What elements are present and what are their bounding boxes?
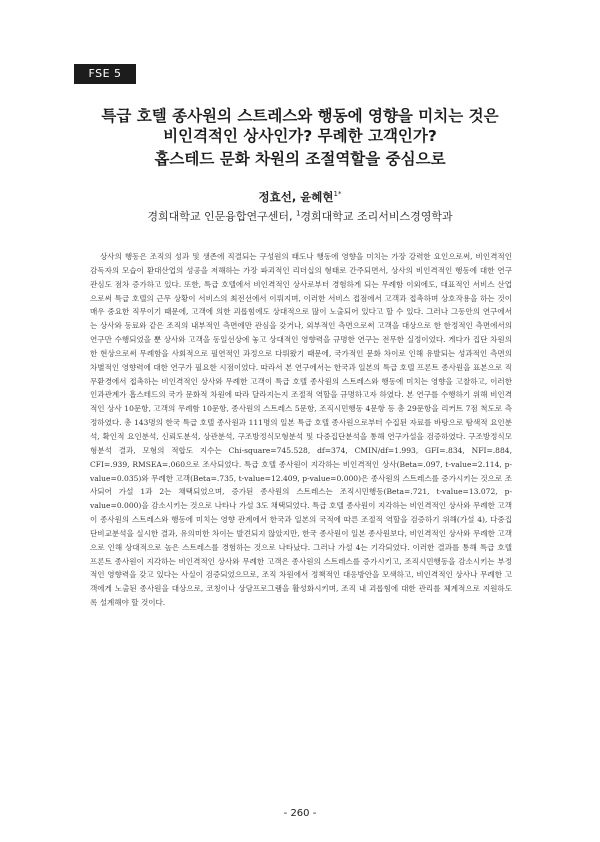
title-line-1: 특급 호텔 종사원의 스트레스와 행동에 영향을 미치는 것은 <box>101 107 499 125</box>
authors <box>60 189 540 205</box>
affiliation-primary: 경희대학교 인문융합연구센터, <box>147 210 296 223</box>
corresponding-mark: 1* <box>333 190 342 199</box>
author-names: 정효선, 윤혜현 <box>258 190 334 204</box>
abstract-body: 상사의 행동은 조직의 성과 및 생존에 직결되는 구성원의 태도나 행동에 영향을 미치는 가장 강력한 요인으로써, 비인격적인 감독자의 모습이 환대산업의 성공을 저해하는 가장 파괴적인 리더십의 형태로 간주되면서, 상사의 비인격적인 행동에 대한 연구 관심도 점차 증가하고 있다. 또한, 특급 호텔에서 비인격적인 상사로부터 경험하게 되는 무례함 이외에도, 대표적인 서비스 산업으로써 특급 호텔의 근무 상황이 서비스의 최전선에서 이뤄지며, 이러한 서비스 접점에서 고객과 접촉하며 상호작용을 하는 것이 매우 중요한 직무이기 때문에, 고객에 의한 괴롭힘에도 상대적으로 많이 노출되어 있다고 할 수 있다. 그러나 그동안의 연구에서는 상사와 동료와 같은 조직의 내부적인 측면에만 관심을 갖거나, 외부적인 측면으로써 고객을 대상으로 한 한정적인 측면에서의 연구만 수행되었을 뿐 상사와 고객을 동일선상에 놓고 상대적인 영향력을 규명한 연구는 전무한 실정이었다. 게다가 집단 차원의 한 현상으로써 무례함을 사회적으로 필연적인 과정으로 다뤄왔기 때문에, 국가적인 문화 차이로 인해 유발되는 성과적인 측면의 차별적인 영향력에 대한 연구가 필요한 시점이었다. 따라서 본 연구에서는 한국과 일본의 특급 호텔 프론트 종사원을 표본으로 직무환경에서 접촉하는 비인격적인 상사와 무례한 고객이 특급 호텔 종사원의 스트레스와 행동에 미치는 영향을 고찰하고, 이러한 인과관계가 홉스테드의 국가 문화적 차원에 따라 달라지는지 조절적 역할을 규명하고자 하였다. 본 연구를 수행하기 위해 비인격적인 상사 10문항, 고객의 무례함 10문항, 종사원의 스트레스 5문항, 조직시민행동 4문항 등 총 29문항을 리커트 7점 척도로 측정하였다. 총 143명의 한국 특급 호텔 종사원과 111명의 일본 특급 호텔 종사원으로부터 수집된 자료를 바탕으로 탐색적 요인분석, 확인적 요인분석, 신뢰도분석, 상관분석, 구조방정식모형분석 및 다중집단분석을 통해 연구가설을 검증하였다. 구조방정식모형분석 결과, 모형의 적합도 지수는 Chi-square=745.528, df=374, CMIN/df=1.993, GFI=.834, NFI=.884, CFI=.939, RMSEA=.060으로 조사되었다. 특급 호텔 종사원이 지각하는 비인격적인 상사(Beta=.097, t-value=2.114, p-value=0.035)와 무례한 고객(Beta=.735, t-value=12.409, p-value=0.000)은 종사원의 스트레스를 증가시키는 것으로 조사되어 가설 1과 2는 채택되었으며, 증가된 종사원의 스트레스는 조직시민행동(Beta=.721, t-value=13.072, p-value=0.000)을 감소시키는 것으로 나타나 가설 3도 채택되었다. 특급 호텔 종사원이 지각하는 비인격적인 상사와 무례한 고객이 종사원의 스트레스와 행동에 미치는 영향 관계에서 한국과 일본의 국적에 따른 조절적 역할을 검증하기 위해(가설 4), 다중집단비교분석을 실시한 결과, 유의미한 차이는 발견되지 않았지만, 한국 종사원이 일본 종사원보다, 비인격적인 상사와 무례한 고객으로 인해 상대적으로 높은 스트레스를 경험하는 것으로 나타났다. 그러나 가설 4는 기각되었다. 이러한 결과를 통해 특급 호텔 프론트 종사원이 지각하는 비인격적인 상사와 무례한 고객은 종사원의 스트레스를 증가시키고, 조직시민행동을 감소시키는 부정적인 영향력을 갖고 있다는 사실이 검증되었으므로, 조직 차원에서 정책적인 대응방안을 모색하고, 비인격적인 상사나 무례한 고객에게 노출된 종사원을 대상으로, 코칭이나 상담프로그램을 활성화시키며, 조직 내 괴롭힘에 대한 관리를 체계적으로 지원하도록 설계해야 할 것이다. <box>90 252 512 608</box>
title-line-3: 홉스테드 문화 차원의 조절역할을 중심으로 <box>154 150 446 168</box>
affiliation-secondary: 경희대학교 조리서비스경영학과 <box>300 210 453 223</box>
title-line-2: 비인격적인 상사인가? 무례한 고객인가? <box>163 127 437 145</box>
section-tag: FSE 5 <box>74 64 136 84</box>
affiliation <box>60 208 540 224</box>
affiliation-mark: 1 <box>295 209 301 218</box>
page-number: - 260 - <box>283 808 317 819</box>
